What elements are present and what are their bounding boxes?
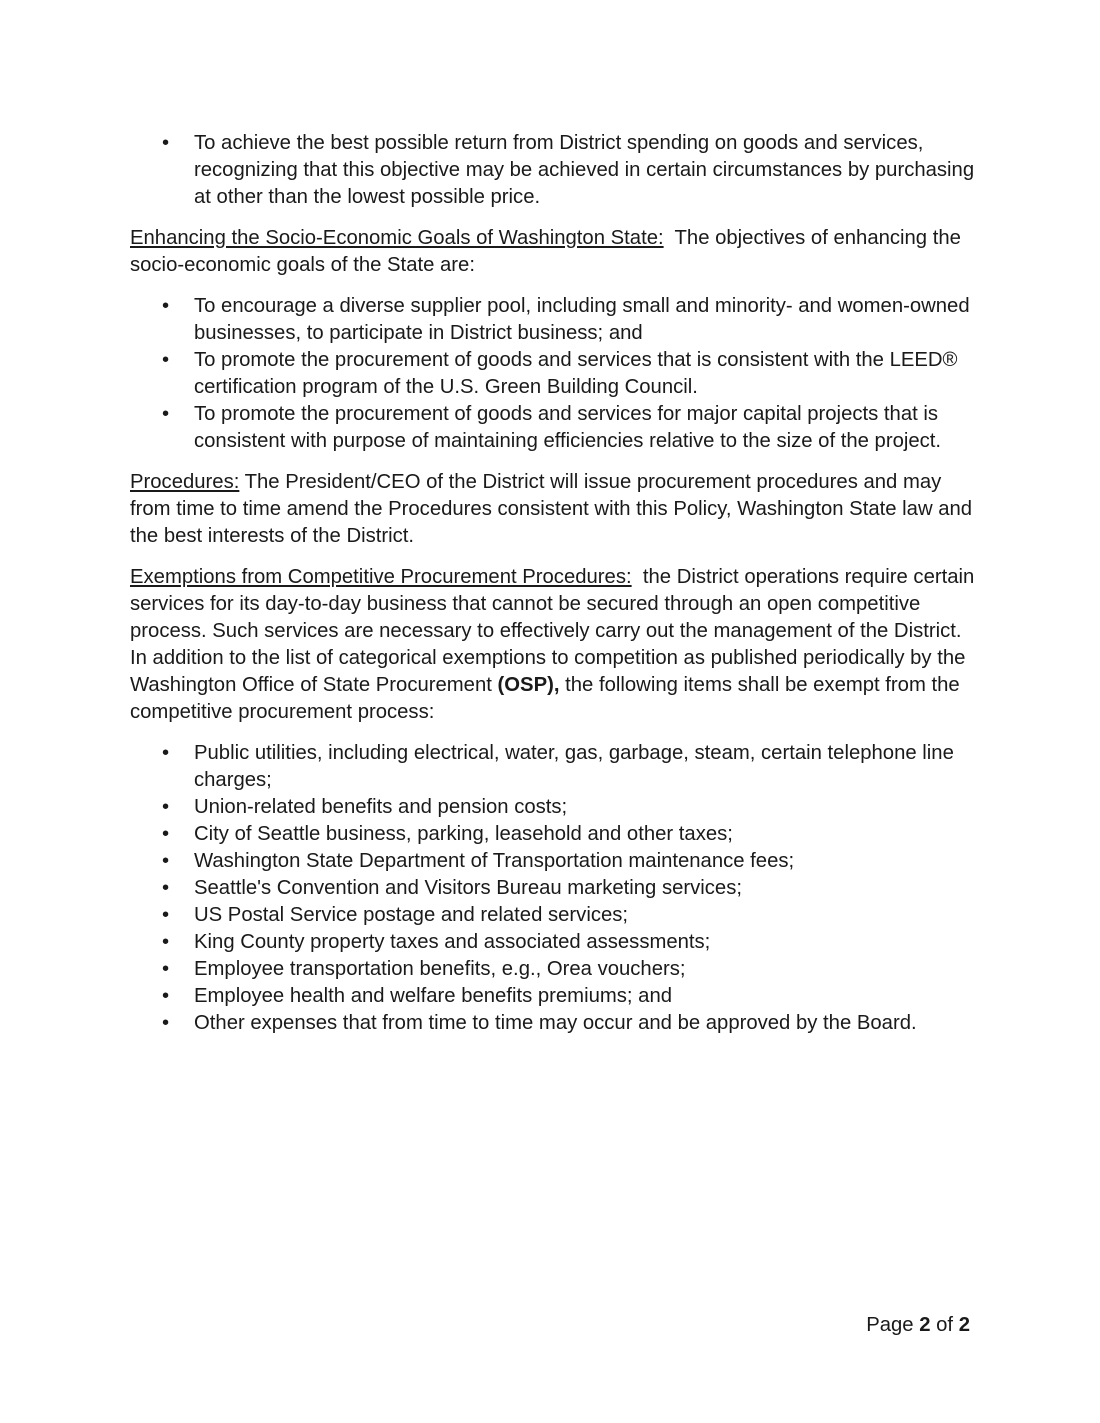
of-label: of [936,1314,954,1336]
exemptions-text-continued: the following items shall be exempt from the competitive procurement process: [130,674,960,723]
exemptions-paragraph [130,564,980,726]
list-item: • To encourage a diverse supplier pool, including small and minority- and women-owned businesses, to participate in District business; and [130,293,980,347]
page-number: 2 [919,1314,931,1336]
procedures-heading: Procedures: [130,471,240,493]
socio-economic-paragraph [130,225,980,279]
list-item: • To promote the procurement of goods and services that is consistent with the LEED® certification program of the U.S. Green Building Council. [130,347,980,401]
page-label: Page [866,1314,914,1336]
list-item: • Union-related benefits and pension costs; [130,794,980,821]
procedures-paragraph [130,469,980,550]
list-item: • US Postal Service postage and related services; [130,902,980,929]
objectives-list [130,130,980,211]
list-item: • To promote the procurement of goods and services for major capital projects that is consistent with purpose of maintaining efficiencies relative to the size of the project. [130,401,980,455]
document-page [130,130,980,1037]
list-item: • Public utilities, including electrical, water, gas, garbage, steam, certain telephone line charges; [130,740,980,794]
exemptions-list [130,740,980,1037]
page-total: 2 [958,1314,970,1336]
exemptions-text: the District operations require certain services for its day-to-day business that cannot be secured through an open competitive process. Such services are necessary to effectively carry out the management of the District. In addition to the list of categorical exemptions to competition as published periodically by the Washington Office of State Procurement [130,566,975,696]
list-item: • To achieve the best possible return from District spending on goods and services, recognizing that this objective may be achieved in certain circumstances by purchasing at other than the lowest possible price. [130,130,980,211]
list-item: • Seattle's Convention and Visitors Bureau marketing services; [130,875,980,902]
socio-economic-list [130,293,980,455]
list-item: • Employee transportation benefits, e.g., Orea vouchers; [130,956,980,983]
list-item: • King County property taxes and associated assessments; [130,929,980,956]
list-item: • Employee health and welfare benefits premiums; and [130,983,980,1010]
exemptions-heading: Exemptions from Competitive Procurement Procedures: [130,566,632,588]
osp-abbreviation: (OSP), [497,674,560,696]
list-item: • Washington State Department of Transportation maintenance fees; [130,848,980,875]
list-item: • Other expenses that from time to time may occur and be approved by the Board. [130,1010,980,1037]
socio-economic-heading: Enhancing the Socio-Economic Goals of Washington State: [130,227,664,249]
page-footer [0,1312,970,1339]
socio-economic-text: The objectives of enhancing the socio-economic goals of the State are: [130,227,961,276]
list-item: • City of Seattle business, parking, leasehold and other taxes; [130,821,980,848]
procedures-text: The President/CEO of the District will issue procurement procedures and may from time to time amend the Procedures consistent with this Policy, Washington State law and the best interests of the District. [130,471,973,547]
